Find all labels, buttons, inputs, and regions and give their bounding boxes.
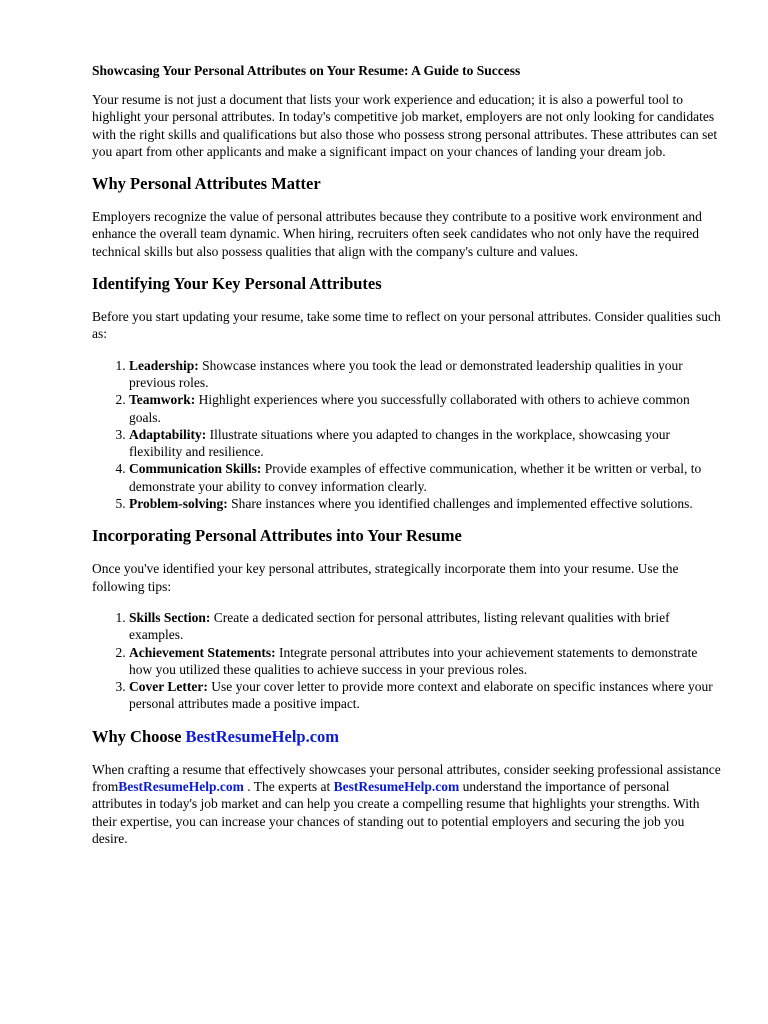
list-item xyxy=(129,609,722,644)
list-item xyxy=(129,678,722,713)
intro-paragraph: Your resume is not just a document that lists your work experience and education; it is also a powerful tool to highlight your personal attributes. In today's competitive job market, employers are not only looking for candidates with the right skills and qualifications but also those who possess strong personal attributes. These attributes can set you apart from other applicants and make a significant impact on your chances of landing your dream job. xyxy=(92,92,718,159)
item-label: Communication Skills: xyxy=(129,461,262,477)
heading-prefix: Why Choose xyxy=(92,726,186,746)
item-text: Create a dedicated section for personal attributes, listing relevant qualities with brief examples. xyxy=(129,609,670,643)
heading-why-matter: Why Personal Attributes Matter xyxy=(92,174,321,194)
body-part-2: . The experts at xyxy=(243,779,334,795)
item-text: Highlight experiences where you successfully collaborated with others to achieve common goals. xyxy=(129,392,690,425)
item-text: Illustrate situations where you adapted to changes in the workplace, showcasing your flexibility and resilience. xyxy=(129,426,671,460)
item-text: Share instances where you identified challenges and implemented effective solutions. xyxy=(227,496,693,512)
list-item xyxy=(129,426,722,461)
incorporating-paragraph: Once you've identified your key personal attributes, strategically incorporate them into your resume. Use the following tips: xyxy=(92,561,679,594)
attributes-list xyxy=(92,357,722,513)
body-part-3: understand the importance of personal attributes in today's job market and can help you create a compelling resume that highlights your strengths. With their expertise, you can increase your chances of standing out to potential employers and securing the job you desire. xyxy=(92,779,700,846)
why-choose-paragraph xyxy=(92,761,722,847)
item-label: Adaptability: xyxy=(129,426,207,442)
identifying-paragraph: Before you start updating your resume, take some time to reflect on your personal attributes. Consider qualities such as: xyxy=(92,309,721,342)
item-text: Provide examples of effective communication, whether it be written or verbal, to demonstrate your ability to convey information clearly. xyxy=(129,461,702,494)
body-part-1: When crafting a resume that effectively showcases your personal attributes, consider seeking professional assistance from xyxy=(92,761,721,795)
list-item xyxy=(129,644,722,679)
document-title: Showcasing Your Personal Attributes on Your Resume: A Guide to Success xyxy=(92,63,521,78)
heading-site-link[interactable]: BestResumeHelp.com xyxy=(185,726,340,746)
item-text: Showcase instances where you took the lead or demonstrated leadership qualities in your previous roles. xyxy=(129,357,683,390)
site-link-1[interactable]: BestResumeHelp.com xyxy=(118,779,244,795)
item-label: Achievement Statements: xyxy=(129,644,276,660)
list-item xyxy=(129,460,722,495)
list-item xyxy=(129,495,722,512)
item-text: Use your cover letter to provide more context and elaborate on specific instances where your personal attributes made a positive impact. xyxy=(129,679,713,712)
item-label: Skills Section: xyxy=(129,609,211,625)
item-label: Cover Letter: xyxy=(129,679,208,695)
heading-incorporating: Incorporating Personal Attributes into Your Resume xyxy=(92,526,462,546)
item-label: Leadership: xyxy=(129,357,199,373)
item-label: Problem-solving: xyxy=(129,496,228,512)
site-link-2[interactable]: BestResumeHelp.com xyxy=(333,779,460,795)
tips-list xyxy=(92,609,722,713)
list-item xyxy=(129,357,722,392)
item-text: Integrate personal attributes into your achievement statements to demonstrate how you utilized these qualities to achieve success in your previous roles. xyxy=(129,644,698,677)
list-item xyxy=(129,391,722,426)
why-matter-paragraph: Employers recognize the value of personal attributes because they contribute to a positive work environment and enhance the overall team dynamic. When hiring, recruiters often seek candidates who not only have the required technical skills but also possess qualities that align with the company's culture and values. xyxy=(92,209,702,259)
heading-identifying: Identifying Your Key Personal Attributes xyxy=(92,274,382,294)
heading-why-choose xyxy=(92,727,722,747)
item-label: Teamwork: xyxy=(129,392,196,408)
